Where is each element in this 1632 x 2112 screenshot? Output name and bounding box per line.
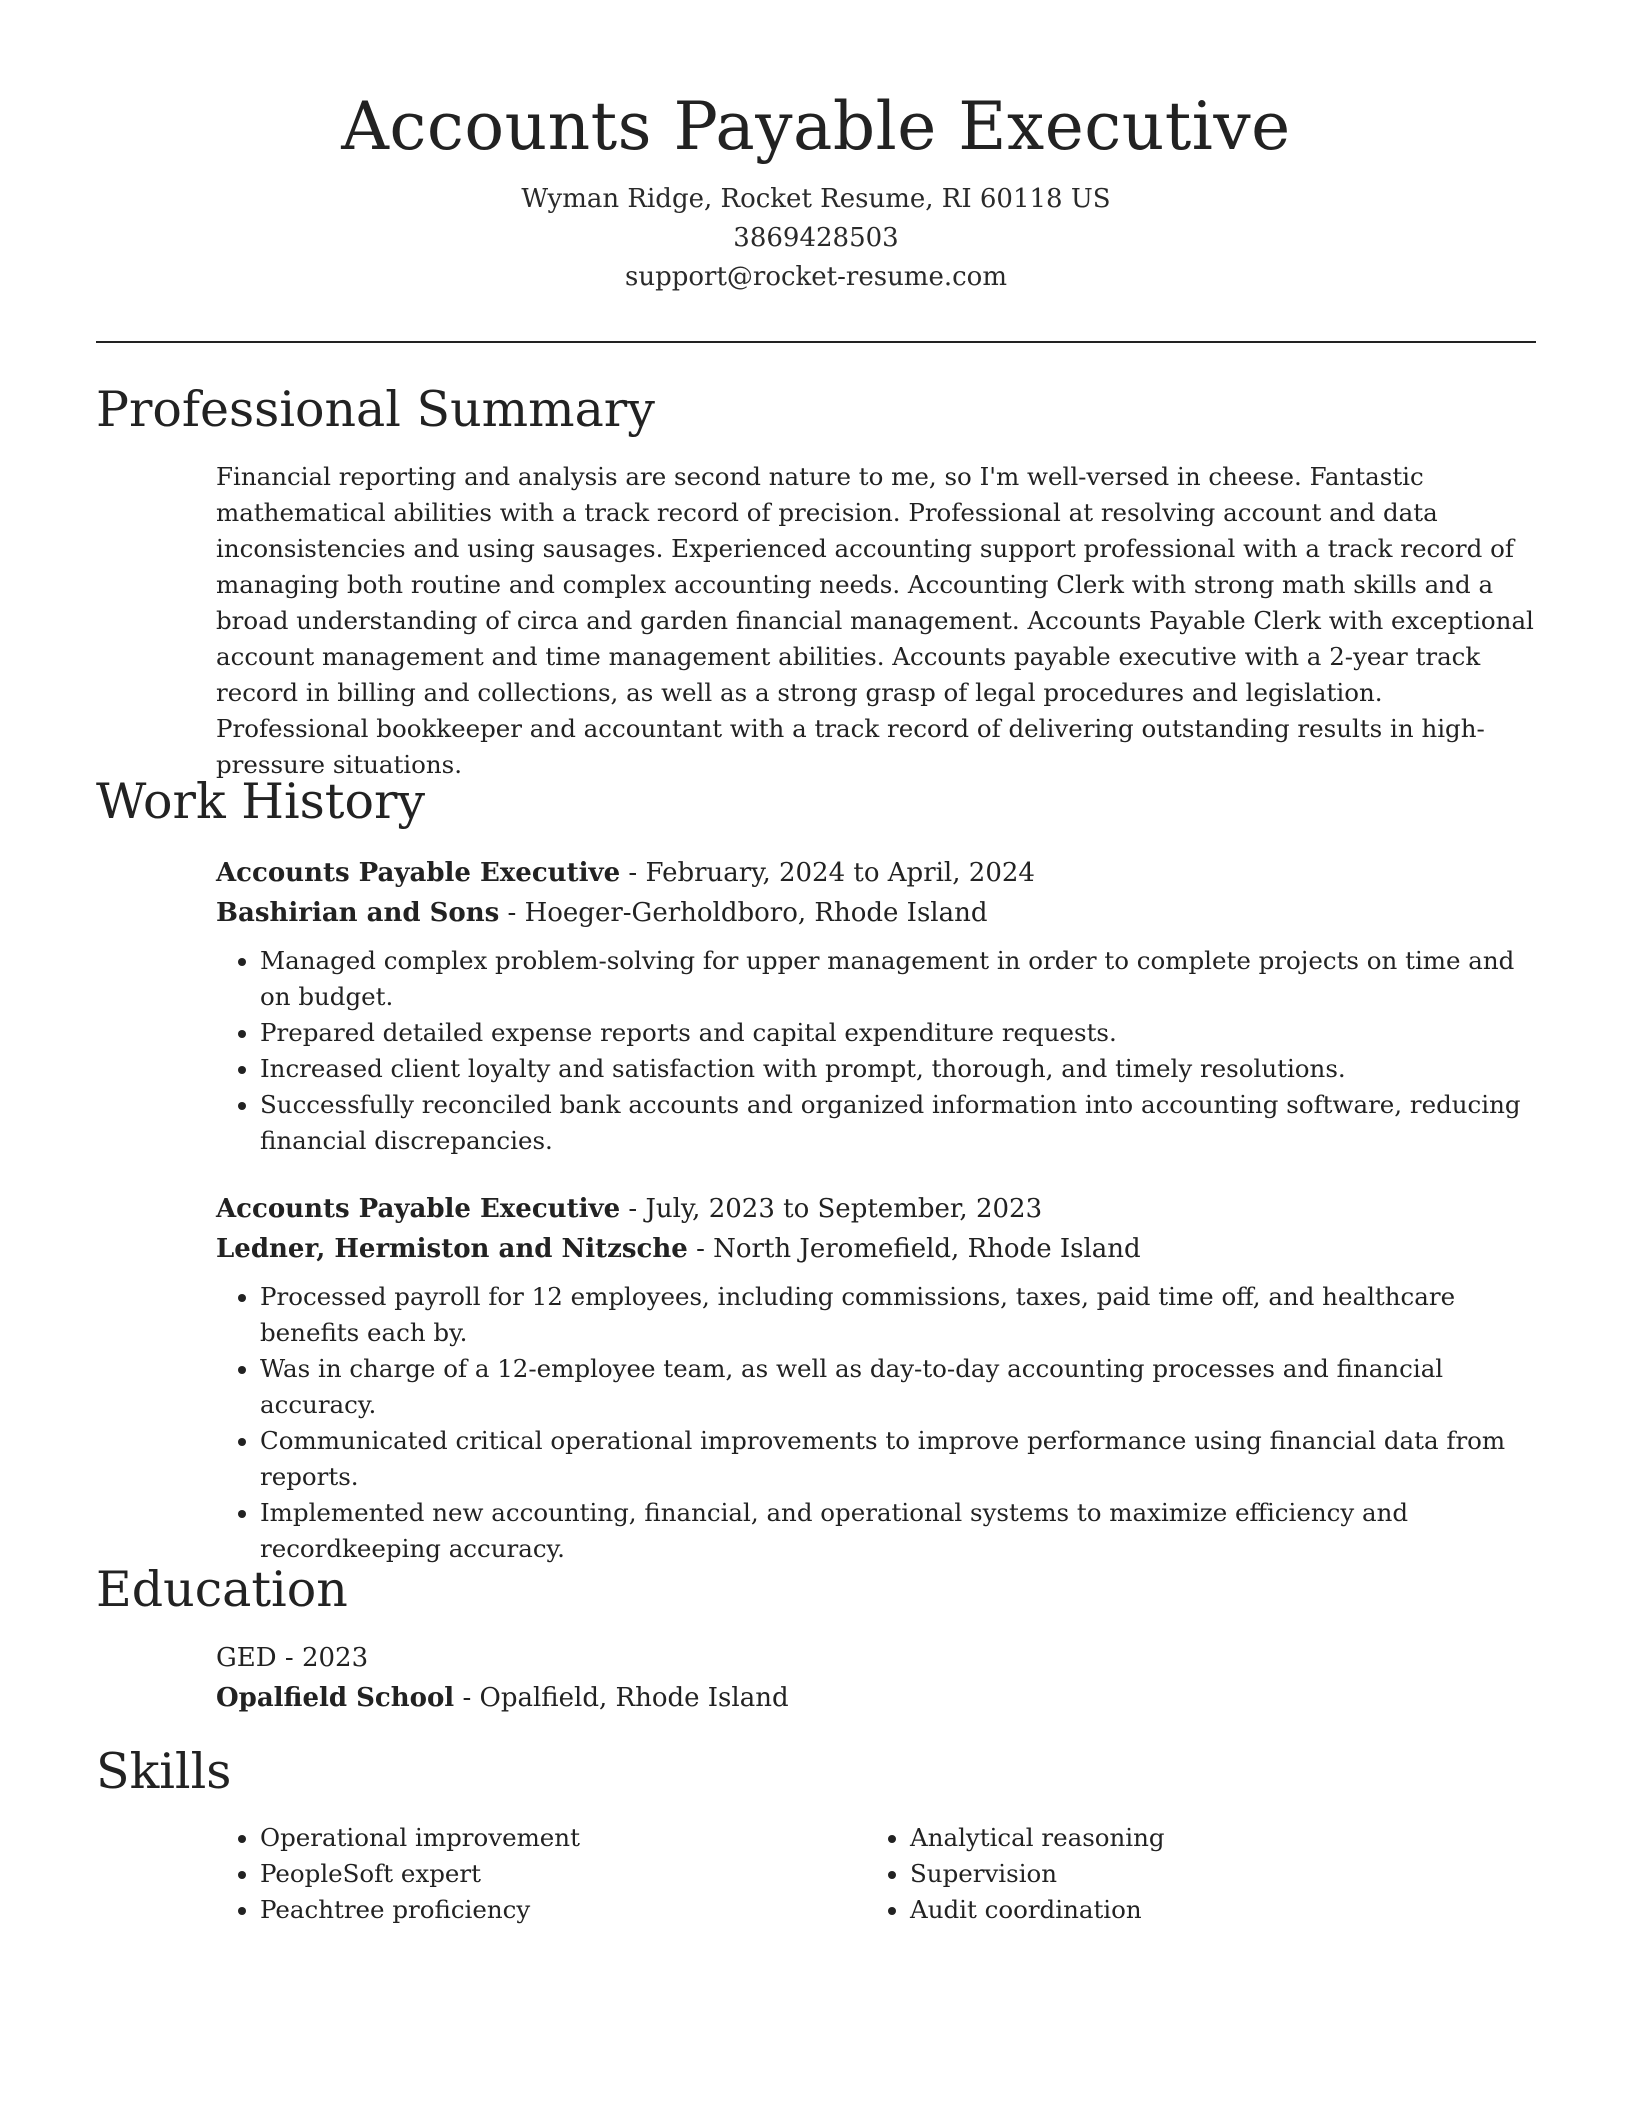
separator: -: [620, 1194, 646, 1224]
candidate-name: Accounts Payable Executive: [341, 88, 1291, 165]
work-history-section: [216, 853, 1536, 1567]
job-company-line: [216, 1229, 1536, 1269]
graduation-year: 2023: [301, 1643, 369, 1673]
list-item: • Operational improvement: [260, 1820, 866, 1856]
school-name: Opalfield School: [216, 1683, 455, 1713]
phone: 3869428503: [733, 223, 899, 253]
separator: -: [499, 898, 525, 928]
job-title-line: [216, 853, 1536, 893]
separator: -: [454, 1683, 480, 1713]
resume-header: [96, 84, 1536, 297]
header-divider: [96, 341, 1536, 343]
school-location: Opalfield, Rhode Island: [479, 1683, 789, 1713]
list-item: • Processed payroll for 12 employees, including commissions, taxes, paid time off, and healthcare benefits each by.: [260, 1279, 1536, 1351]
job-title-line: [216, 1189, 1536, 1229]
degree: GED: [216, 1643, 277, 1673]
skills-list-left: [216, 1820, 866, 1928]
separator: -: [687, 1234, 714, 1264]
skills-column-right: [866, 1820, 1516, 1928]
list-item: • Successfully reconciled bank accounts and organized information into accounting software, reducing financial discrepancies.: [260, 1087, 1536, 1159]
skills-list-right: [866, 1820, 1516, 1928]
job-dates: July, 2023 to September, 2023: [645, 1194, 1043, 1224]
list-item: • Audit coordination: [910, 1892, 1516, 1928]
job-dates: February, 2024 to April, 2024: [645, 858, 1035, 888]
summary-heading: Professional Summary: [96, 381, 655, 438]
work-history-heading: Work History: [96, 773, 426, 830]
contact-info: [96, 180, 1536, 297]
education-degree-line: [216, 1638, 1536, 1678]
job-company: Ledner, Hermiston and Nitzsche: [216, 1234, 688, 1264]
list-item: • Supervision: [910, 1856, 1516, 1892]
list-item: • Peachtree proficiency: [260, 1892, 866, 1928]
list-item: • Analytical reasoning: [910, 1820, 1516, 1856]
list-item: • Prepared detailed expense reports and capital expenditure requests.: [260, 1015, 1536, 1051]
job-company: Bashirian and Sons: [216, 898, 500, 928]
skills-heading: Skills: [96, 1743, 232, 1800]
job-position: Accounts Payable Executive: [216, 858, 621, 888]
address: Wyman Ridge, Rocket Resume, RI 60118 US: [521, 184, 1111, 214]
summary-section: [216, 459, 1536, 783]
education-section: [216, 1638, 1536, 1718]
job-bullets: [216, 1279, 1536, 1567]
list-item: • PeopleSoft expert: [260, 1856, 866, 1892]
job-entry: [216, 1189, 1536, 1567]
skills-section: [216, 1820, 1536, 1928]
education-heading: Education: [96, 1561, 348, 1618]
job-company-line: [216, 893, 1536, 933]
list-item: • Increased client loyalty and satisfaction with prompt, thorough, and timely resolutions.: [260, 1051, 1536, 1087]
job-location: Hoeger-Gerholdboro, Rhode Island: [524, 898, 988, 928]
education-school-line: [216, 1678, 1536, 1718]
job-entry: [216, 853, 1536, 1159]
separator: -: [620, 858, 646, 888]
list-item: • Implemented new accounting, financial, and operational systems to maximize efficiency and recordkeeping accuracy.: [260, 1495, 1536, 1567]
summary-text: Financial reporting and analysis are second nature to me, so I'm well-versed in cheese. Fantastic mathematical abilities with a track record of precision. Professional at resolving account and data inconsistencies and using sausages. Experienced accounting support professional with a track record of managing both routine and complex accounting needs. Accounting Clerk with strong math skills and a broad understanding of circa and garden financial management. Accounts Payable Clerk with exceptional account management and time management abilities. Accounts payable executive with a 2-year track record in billing and collections, as well as a strong grasp of legal procedures and legislation. Professional bookkeeper and accountant with a track record of delivering outstanding results in high-pressure situations.: [216, 462, 1534, 779]
job-bullets: [216, 943, 1536, 1159]
list-item: • Communicated critical operational improvements to improve performance using financial data from reports.: [260, 1423, 1536, 1495]
job-location: North Jeromefield, Rhode Island: [713, 1234, 1141, 1264]
job-position: Accounts Payable Executive: [216, 1194, 621, 1224]
list-item: • Was in charge of a 12-employee team, as well as day-to-day accounting processes and financial accuracy.: [260, 1351, 1536, 1423]
skills-grid: [216, 1820, 1536, 1928]
skills-column-left: [216, 1820, 866, 1928]
email: support@rocket-resume.com: [624, 262, 1007, 292]
list-item: • Managed complex problem-solving for upper management in order to complete projects on time and on budget.: [260, 943, 1536, 1015]
separator: -: [276, 1643, 302, 1673]
